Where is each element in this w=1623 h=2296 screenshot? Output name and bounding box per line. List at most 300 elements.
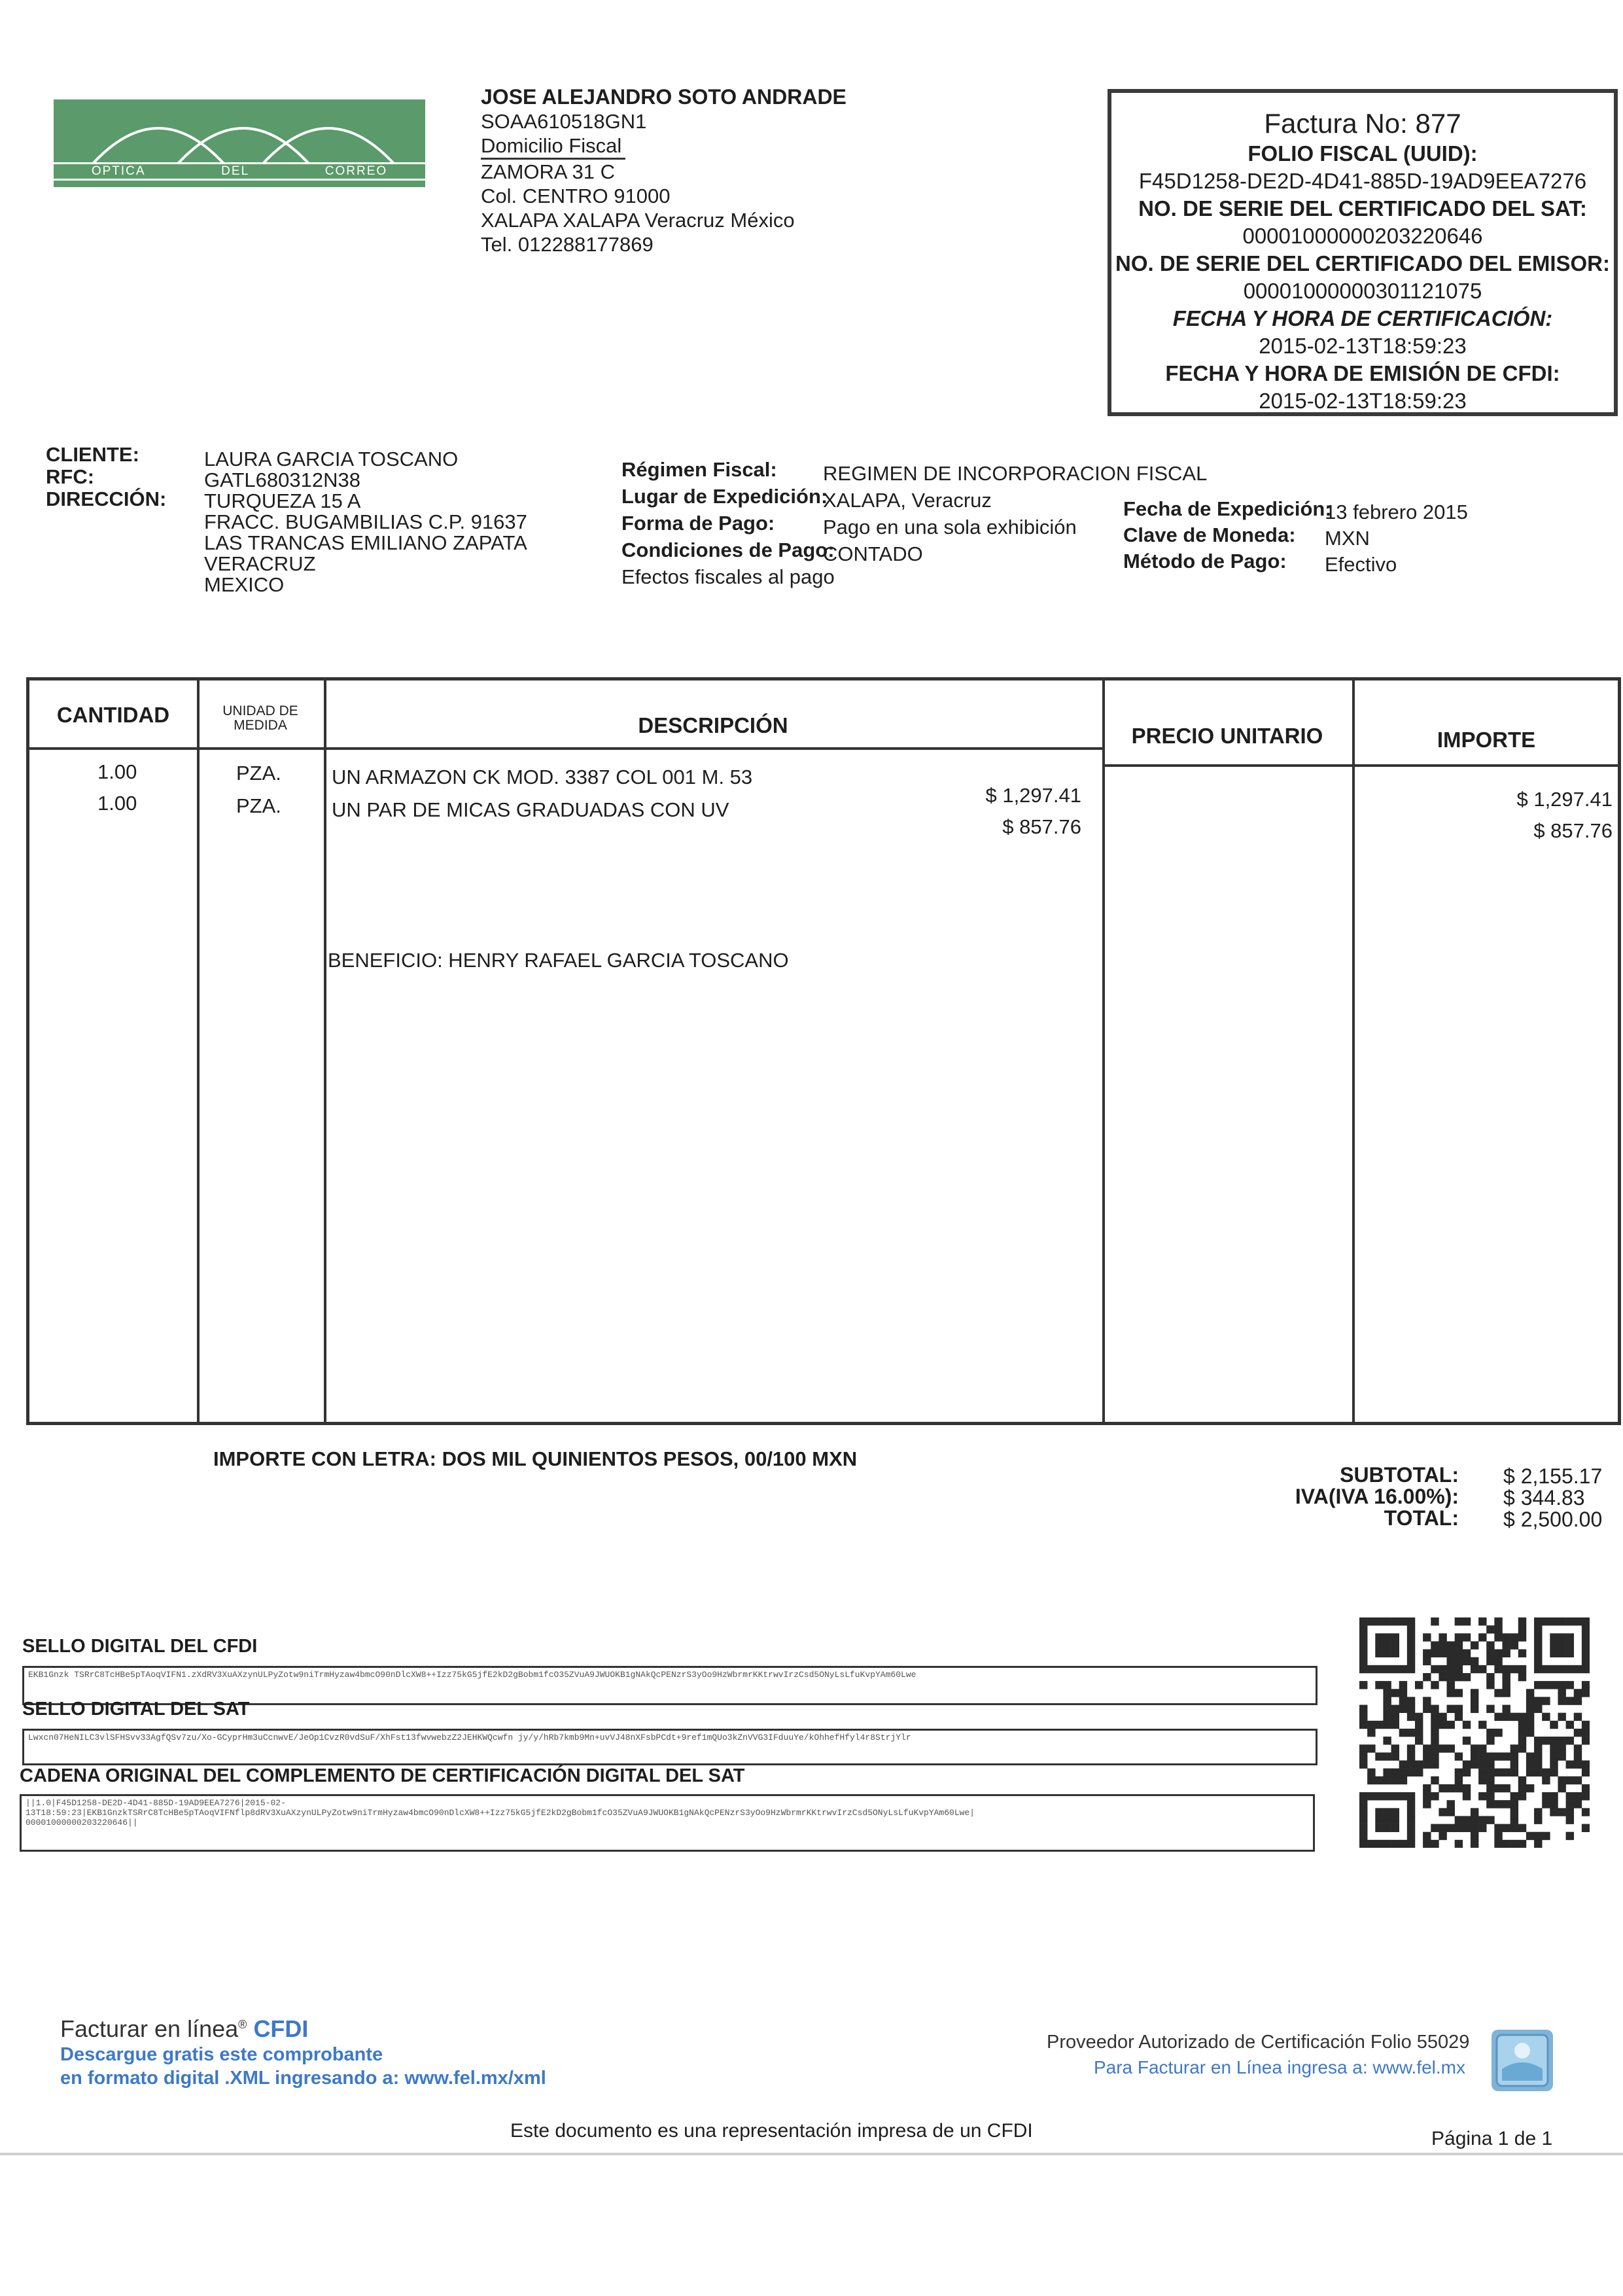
qr-module [1407, 1625, 1415, 1633]
qr-module [1471, 1832, 1478, 1840]
qr-module [1391, 1769, 1399, 1776]
qr-module [1494, 1617, 1502, 1625]
qr-module [1550, 1808, 1558, 1816]
qr-module [1359, 1705, 1367, 1713]
qr-module [1375, 1633, 1383, 1641]
qr-module [1510, 1816, 1518, 1824]
qr-module [1367, 1769, 1375, 1776]
qr-module [1455, 1665, 1463, 1673]
header-unidad-line: MEDIDA [234, 718, 287, 733]
qr-module [1486, 1769, 1494, 1776]
qr-module [1359, 1650, 1367, 1657]
qr-module [1375, 1808, 1383, 1816]
qr-module [1478, 1633, 1486, 1641]
qr-module [1439, 1784, 1446, 1792]
qr-module [1439, 1665, 1446, 1673]
qr-module [1367, 1721, 1375, 1729]
formato-text: en formato digital .XML ingresando a: www.fel.mx/xml [60, 2068, 546, 2089]
row-importe: $ 1,297.41 [1516, 788, 1613, 811]
qr-module [1534, 1641, 1542, 1649]
qr-module [1391, 1840, 1399, 1848]
qr-module [1391, 1721, 1399, 1729]
qr-module [1447, 1689, 1455, 1697]
qr-module [1455, 1650, 1463, 1657]
qr-module [1463, 1737, 1471, 1744]
qr-module [1494, 1633, 1502, 1641]
regimen-value: REGIMEN DE INCORPORACION FISCAL [823, 462, 1208, 485]
qr-module [1431, 1840, 1439, 1848]
qr-module [1502, 1713, 1510, 1721]
qr-module [1542, 1792, 1550, 1800]
qr-module [1407, 1744, 1415, 1752]
qr-module [1486, 1784, 1494, 1792]
qr-module [1502, 1769, 1510, 1776]
qr-module [1447, 1705, 1455, 1713]
total-label: TOTAL: [1384, 1506, 1459, 1530]
qr-module [1439, 1744, 1446, 1752]
qr-module [1439, 1633, 1446, 1641]
qr-module [1375, 1776, 1383, 1784]
qr-module [1439, 1713, 1446, 1721]
client-label: CLIENTE: [46, 443, 139, 466]
qr-module [1455, 1784, 1463, 1792]
qr-module [1502, 1665, 1510, 1673]
qr-module [1359, 1832, 1367, 1840]
qr-module [1510, 1744, 1518, 1752]
qr-module [1447, 1808, 1455, 1816]
footer-divider [0, 2153, 1623, 2155]
qr-module [1407, 1769, 1415, 1776]
qr-module [1399, 1705, 1407, 1713]
lugar-label: Lugar de Expedición: [621, 485, 828, 508]
qr-module [1359, 1752, 1367, 1760]
qr-module [1423, 1657, 1431, 1665]
qr-module [1447, 1641, 1455, 1649]
qr-module [1510, 1792, 1518, 1800]
qr-module [1526, 1784, 1534, 1792]
qr-module [1383, 1776, 1391, 1784]
qr-module [1510, 1840, 1518, 1848]
qr-module [1478, 1752, 1486, 1760]
qr-module [1375, 1792, 1383, 1800]
qr-module [1566, 1800, 1574, 1808]
qr-module [1407, 1760, 1415, 1768]
qr-module [1431, 1641, 1439, 1649]
qr-module [1471, 1697, 1478, 1704]
client-address-line: MEXICO [204, 573, 285, 596]
qr-module [1359, 1792, 1367, 1800]
qr-module [1478, 1769, 1486, 1776]
metodo-value: Efectivo [1325, 553, 1397, 576]
qr-module [1526, 1697, 1534, 1704]
cadena-line: 00001000000203220646|| [26, 1818, 138, 1828]
issuer-rfc: SOAA610518GN1 [481, 110, 647, 133]
qr-module [1558, 1697, 1565, 1704]
qr-module [1510, 1633, 1518, 1641]
qr-module [1534, 1840, 1542, 1848]
qr-module [1455, 1641, 1463, 1649]
qr-module [1534, 1769, 1542, 1776]
qr-module [1471, 1816, 1478, 1824]
qr-module [1582, 1721, 1590, 1729]
qr-module [1478, 1744, 1486, 1752]
qr-module [1383, 1737, 1391, 1744]
moneda-label: Clave de Moneda: [1123, 523, 1296, 546]
qr-module [1550, 1737, 1558, 1744]
qr-module [1542, 1737, 1550, 1744]
qr-module [1375, 1665, 1383, 1673]
qr-module [1486, 1625, 1494, 1633]
qr-module [1550, 1752, 1558, 1760]
facturar-line [60, 2015, 546, 2043]
header-divider [29, 747, 1102, 750]
qr-module [1471, 1752, 1478, 1760]
qr-module [1383, 1689, 1391, 1697]
qr-module [1463, 1792, 1471, 1800]
qr-module [1582, 1737, 1590, 1744]
qr-module [1550, 1800, 1558, 1808]
qr-module [1463, 1673, 1471, 1681]
letra-label: IMPORTE CON LETRA: [213, 1447, 436, 1470]
qr-module [1550, 1665, 1558, 1673]
facturar-link[interactable]: Para Facturar en Línea ingresa a: www.fel.mx [1093, 2057, 1465, 2077]
qr-module [1494, 1784, 1502, 1792]
qr-module [1582, 1784, 1590, 1792]
qr-module [1407, 1633, 1415, 1641]
qr-module [1391, 1650, 1399, 1657]
header-importe: IMPORTE [1437, 728, 1536, 752]
qr-module [1550, 1641, 1558, 1649]
qr-module [1463, 1784, 1471, 1792]
qr-module [1399, 1697, 1407, 1704]
qr-module [1471, 1657, 1478, 1665]
qr-module [1431, 1824, 1439, 1832]
fecha-exp-label: Fecha de Expedición: [1123, 497, 1332, 520]
qr-module [1518, 1617, 1526, 1625]
qr-module [1550, 1769, 1558, 1776]
qr-module [1359, 1665, 1367, 1673]
qr-module [1478, 1721, 1486, 1729]
expedition-values [1325, 499, 1468, 578]
qr-module [1534, 1617, 1542, 1625]
qr-module [1359, 1713, 1367, 1721]
qr-module [1534, 1737, 1542, 1744]
qr-module [1431, 1737, 1439, 1744]
qr-module [1359, 1816, 1367, 1824]
qr-module [1502, 1824, 1510, 1832]
qr-module [1463, 1721, 1471, 1729]
qr-module [1423, 1633, 1431, 1641]
qr-module [1542, 1681, 1550, 1689]
footer-right [1047, 2032, 1470, 2078]
qr-module [1463, 1633, 1471, 1641]
qr-module [1510, 1713, 1518, 1721]
qr-module [1359, 1840, 1367, 1848]
qr-module [1455, 1705, 1463, 1713]
qr-module [1407, 1697, 1415, 1704]
sello-cfdi-label: SELLO DIGITAL DEL CFDI [22, 1636, 258, 1657]
qr-module [1439, 1650, 1446, 1657]
issuer-city: XALAPA XALAPA Veracruz México [481, 209, 795, 232]
qr-module [1486, 1681, 1494, 1689]
qr-module [1423, 1752, 1431, 1760]
qr-module [1367, 1665, 1375, 1673]
qr-module [1447, 1824, 1455, 1832]
qr-module [1423, 1744, 1431, 1752]
qr-module [1391, 1744, 1399, 1752]
fecha-emision-value: 2015-02-13T18:59:23 [1259, 389, 1467, 413]
qr-module [1423, 1697, 1431, 1704]
qr-module [1447, 1744, 1455, 1752]
qr-module [1359, 1800, 1367, 1808]
qr-module [1518, 1776, 1526, 1784]
qr-module [1502, 1752, 1510, 1760]
items-table [26, 677, 1621, 1425]
qr-module [1391, 1776, 1399, 1784]
qr-module [1486, 1673, 1494, 1681]
sello-sat-text: Lwxcn07HeNILC3vlSFHSvv33AgfQSv7zu/Xo-GCyprHm3uCcnwvE/JeOp1CvzR0vdSuF/XhFst13fwvwebzZ2JEHKWQcwfn jy/y/hRb7kmb9Mn+uvVJ48nXFsbPCdt+9ref1mQUo3kZnVVG3IFduuYe/kOhhefHfyl4r8StrjYlr [28, 1733, 911, 1742]
qr-module [1455, 1657, 1463, 1665]
qr-module [1486, 1792, 1494, 1800]
qr-module [1526, 1705, 1534, 1713]
qr-module [1407, 1713, 1415, 1721]
qr-module [1526, 1721, 1534, 1729]
row-importe: $ 857.76 [1533, 819, 1613, 842]
qr-module [1526, 1729, 1534, 1737]
header-unidad [197, 704, 324, 733]
qr-module [1455, 1776, 1463, 1784]
qr-module [1494, 1689, 1502, 1697]
qr-module [1486, 1800, 1494, 1808]
qr-module [1510, 1641, 1518, 1649]
subtotal-label: SUBTOTAL: [1340, 1463, 1459, 1487]
column-divider [197, 680, 200, 1422]
qr-module [1383, 1721, 1391, 1729]
qr-module [1471, 1824, 1478, 1832]
qr-module [1550, 1744, 1558, 1752]
qr-module [1510, 1808, 1518, 1816]
qr-module [1399, 1665, 1407, 1673]
qr-module [1558, 1650, 1565, 1657]
qr-module [1431, 1681, 1439, 1689]
qr-module [1367, 1729, 1375, 1737]
qr-module [1407, 1641, 1415, 1649]
qr-module [1478, 1665, 1486, 1673]
qr-module [1439, 1673, 1446, 1681]
qr-module [1566, 1681, 1574, 1689]
qr-module [1423, 1832, 1431, 1840]
qr-module [1542, 1832, 1550, 1840]
qr-module [1494, 1625, 1502, 1633]
header-cantidad: CANTIDAD [56, 703, 170, 727]
qr-module [1367, 1792, 1375, 1800]
condiciones-value: CONTADO [823, 542, 923, 565]
sello-sat-box [22, 1729, 1318, 1765]
qr-module [1502, 1673, 1510, 1681]
qr-module [1558, 1681, 1565, 1689]
qr-module [1494, 1800, 1502, 1808]
qr-module [1415, 1737, 1423, 1744]
qr-module [1431, 1617, 1439, 1625]
qr-module [1471, 1689, 1478, 1697]
qr-module [1526, 1713, 1534, 1721]
qr-module [1502, 1681, 1510, 1689]
qr-module [1383, 1752, 1391, 1760]
issuer-info [481, 85, 846, 256]
qr-module [1447, 1650, 1455, 1657]
cert-emisor-value: 00001000000301121075 [1243, 279, 1482, 303]
qr-module [1574, 1792, 1582, 1800]
qr-module [1391, 1752, 1399, 1760]
qr-module [1534, 1760, 1542, 1768]
qr-module [1391, 1816, 1399, 1824]
qr-module [1375, 1824, 1383, 1832]
qr-module [1359, 1744, 1367, 1752]
qr-module [1566, 1808, 1574, 1816]
qr-module [1415, 1713, 1423, 1721]
qr-module [1550, 1792, 1558, 1800]
qr-module [1566, 1641, 1574, 1649]
cadena-original-label: CADENA ORIGINAL DEL COMPLEMENTO DE CERTIFICACIÓN DIGITAL DEL SAT [20, 1765, 745, 1786]
totals-values [1503, 1466, 1602, 1530]
issuer-street: ZAMORA 31 C [481, 160, 615, 183]
fiscal-labels [621, 456, 835, 590]
qr-module [1359, 1641, 1367, 1649]
qr-module [1566, 1832, 1574, 1840]
efectos-text: Efectos fiscales al pago [621, 565, 835, 588]
qr-module [1478, 1816, 1486, 1824]
qr-module [1359, 1824, 1367, 1832]
qr-module [1407, 1650, 1415, 1657]
row-precio: $ 1,297.41 [985, 784, 1081, 807]
qr-module [1478, 1824, 1486, 1832]
qr-module [1431, 1752, 1439, 1760]
fecha-emision-label: FECHA Y HORA DE EMISIÓN DE CFDI: [1165, 361, 1560, 385]
logo-word: OPTICA [91, 164, 146, 178]
qr-module [1383, 1808, 1391, 1816]
qr-module [1359, 1633, 1367, 1641]
qr-module [1582, 1665, 1590, 1673]
qr-module [1455, 1769, 1463, 1776]
qr-module [1423, 1840, 1431, 1848]
qr-module [1494, 1657, 1502, 1665]
qr-module [1566, 1816, 1574, 1824]
qr-module [1558, 1808, 1565, 1816]
qr-module [1471, 1641, 1478, 1649]
qr-module [1574, 1800, 1582, 1808]
qr-module [1502, 1641, 1510, 1649]
qr-module [1534, 1752, 1542, 1760]
qr-module [1518, 1673, 1526, 1681]
qr-module [1447, 1665, 1455, 1673]
qr-module [1391, 1808, 1399, 1816]
qr-module [1566, 1633, 1574, 1641]
qr-module [1526, 1769, 1534, 1776]
column-divider [1102, 680, 1105, 1422]
qr-module [1431, 1721, 1439, 1729]
qr-module [1431, 1744, 1439, 1752]
qr-module [1431, 1665, 1439, 1673]
domicilio-label: Domicilio Fiscal [481, 133, 625, 160]
qr-module [1534, 1744, 1542, 1752]
qr-module [1391, 1665, 1399, 1673]
qr-module [1510, 1769, 1518, 1776]
sello-cfdi-text: EKB1Gnzk TSRrC8TcHBe5pTAoqVIFN1.zXdRV3XuAXzynULPyZotw9niTrmHyzaw4bmcO90nDlcXW8++Izz75kG5jfE2kD2gBobm1fcO35ZVuA9JWUOKB1gNAkQcPENzrS3yOo9HzWbrmrKKtrwvIrzCsd5ONyLsLfuKvpYAm60Lwe [28, 1670, 916, 1680]
qr-module [1542, 1776, 1550, 1784]
qr-module [1534, 1633, 1542, 1641]
qr-module [1502, 1784, 1510, 1792]
qr-module [1399, 1776, 1407, 1784]
qr-module [1486, 1657, 1494, 1665]
regimen-label: Régimen Fiscal: [621, 458, 777, 481]
qr-module [1478, 1617, 1486, 1625]
qr-module [1558, 1776, 1565, 1784]
qr-module [1399, 1792, 1407, 1800]
qr-module [1566, 1721, 1574, 1729]
qr-module [1534, 1832, 1542, 1840]
qr-module [1391, 1641, 1399, 1649]
qr-module [1582, 1760, 1590, 1768]
qr-module [1383, 1792, 1391, 1800]
row-precio: $ 857.76 [1002, 815, 1081, 838]
qr-module [1566, 1792, 1574, 1800]
qr-module [1407, 1729, 1415, 1737]
qr-module [1431, 1776, 1439, 1784]
qr-module [1582, 1824, 1590, 1832]
qr-module [1399, 1689, 1407, 1697]
qr-module [1383, 1650, 1391, 1657]
qr-module [1439, 1721, 1446, 1729]
qr-module [1383, 1769, 1391, 1776]
qr-module [1439, 1641, 1446, 1649]
qr-module [1383, 1816, 1391, 1824]
qr-module [1359, 1760, 1367, 1768]
qr-module [1558, 1689, 1565, 1697]
qr-module [1431, 1713, 1439, 1721]
qr-module [1399, 1729, 1407, 1737]
qr-module [1391, 1824, 1399, 1832]
qr-module [1486, 1729, 1494, 1737]
qr-module [1471, 1808, 1478, 1816]
logo-word: DEL [221, 164, 250, 178]
header-descripcion: DESCRIPCIÓN [638, 713, 788, 737]
qr-module [1486, 1752, 1494, 1760]
client-values [204, 449, 527, 595]
qr-module [1375, 1641, 1383, 1649]
qr-module [1415, 1760, 1423, 1768]
qr-module [1542, 1800, 1550, 1808]
footer-note: Este documento es una representación impresa de un CFDI [510, 2120, 1033, 2142]
registered-mark: ® [238, 2018, 247, 2031]
qr-module [1566, 1760, 1574, 1768]
qr-module [1518, 1824, 1526, 1832]
qr-module [1534, 1650, 1542, 1657]
qr-module [1367, 1617, 1375, 1625]
qr-module [1574, 1729, 1582, 1737]
qr-module [1534, 1681, 1542, 1689]
qr-module [1383, 1824, 1391, 1832]
qr-module [1439, 1824, 1446, 1832]
client-address-line: LAS TRANCAS EMILIANO ZAPATA [204, 531, 527, 554]
beneficio-note: BENEFICIO: HENRY RAFAEL GARCIA TOSCANO [328, 949, 789, 972]
qr-module [1407, 1824, 1415, 1832]
qr-module [1486, 1760, 1494, 1768]
qr-module [1518, 1729, 1526, 1737]
qr-module [1542, 1697, 1550, 1704]
subtotal-value: $ 2,155.17 [1503, 1464, 1603, 1488]
qr-module [1478, 1792, 1486, 1800]
row-unidad: PZA. [236, 794, 281, 817]
